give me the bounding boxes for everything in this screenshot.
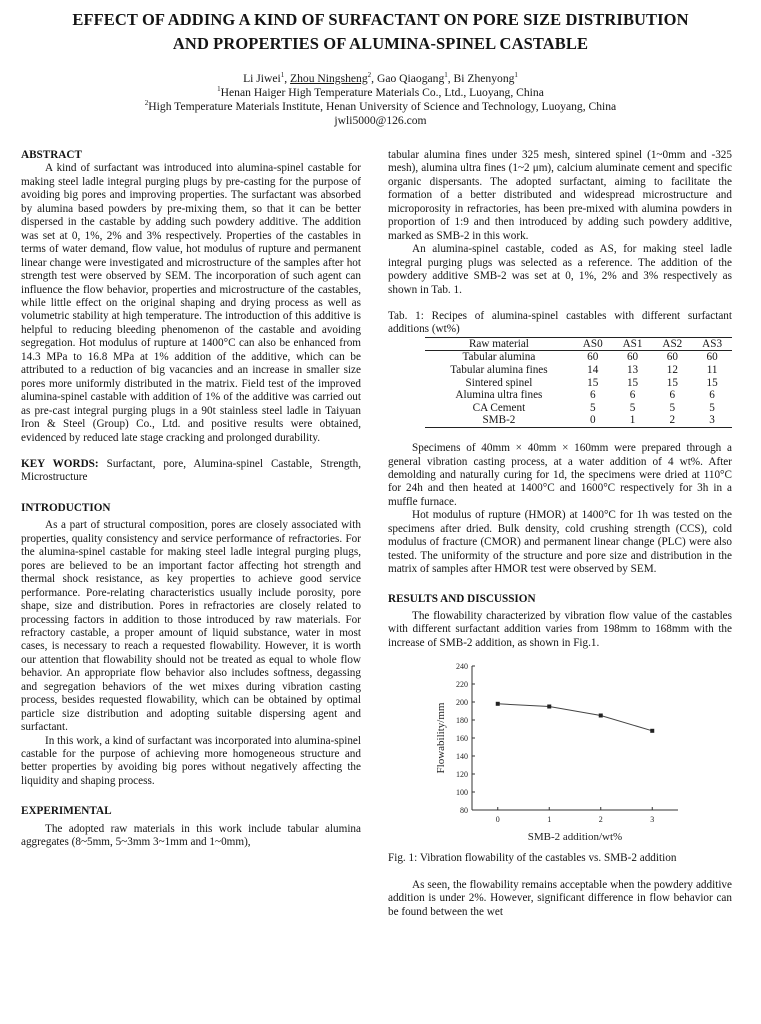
table-caption: Tab. 1: Recipes of alumina-spinel castables with different surfactant additions (wt%): [388, 309, 732, 336]
table-cell: 60: [626, 351, 639, 364]
paper-title: [0, 8, 761, 56]
table-cell: 11: [706, 364, 718, 377]
column-header: AS0: [582, 337, 603, 350]
data-point: [650, 729, 654, 733]
data-points: [496, 702, 655, 733]
y-tick-label: 220: [456, 680, 468, 690]
author-list: Li Jiwei$^1$, Zhou Ningsheng$^2$, Gao Qiaogang$^1$, Bi Zhenyong$^1$: [243, 71, 518, 85]
table-cell: Tabular alumina: [462, 351, 536, 364]
table-cell: 60: [587, 351, 599, 364]
affiliation-mark: 1: [217, 85, 221, 94]
table-cell: 6: [589, 389, 596, 402]
affiliation-text: Henan Haiger High Temperature Materials Co., Ltd., Luoyang, China: [220, 86, 544, 99]
table-row: [425, 364, 732, 377]
table-cell: 6: [669, 389, 676, 402]
figure-caption: Fig. 1: Vibration flowability of the castables vs. SMB-2 addition: [388, 852, 677, 865]
table-cell: 1: [629, 414, 636, 427]
table-header-row: [425, 337, 732, 351]
affiliation-mark: 1: [514, 71, 518, 80]
author-name: Gao Qiaogang: [376, 72, 445, 85]
table-cell: 6: [709, 389, 715, 402]
y-tick-label: 100: [456, 788, 468, 798]
table-cell: 5: [629, 401, 636, 414]
affiliation-mark: 2: [367, 71, 372, 80]
recipe-table: [425, 337, 732, 428]
y-tick-label: 180: [456, 716, 468, 726]
table-cell: 5: [669, 401, 676, 414]
table-cell: 15: [706, 376, 718, 389]
table-cell: 60: [666, 351, 678, 364]
table-cell: 14: [587, 364, 599, 377]
abstract-text: A kind of surfactant was introduced into alumina-spinel castable for making steel ladle integral purging plugs by pre-casting for the purpose of avoiding big pores and improving properties. The surfactant was absorbed by alumina based powders by pre-mixing them, so that it can be better dispersed in the castable by adding such powdery additive. The addition was set at 0, 1%, 2% and 3% respectively. Properties of the castables in terms of water demand, flow value, hot modulus of rupture and permanent linear change were investigated and microstructure of the samples after hot strength test were observed by SEM. The incorporation of such agent can influence the flow behavior, properties and microstructure of the castables, while little effect on the original shaping and drying process as well as volumetric stability at high temperature. The introduction of this additive is helpful to reducing bleeding phenomenon of the castable and avoiding segregation. Hot modulus of rupture at 1400°C can also be enhanced from 14.3 MPa to 16.8 MPa at 1% addition of the additive, which can be attributed to a reduction of big vacancies and an increase in smaller size pores more uniformly distributed in the matrix. Field test of the improved alumina-spinel castable with addition of 1% of the additive was carried out as pre-cast integral purging plugs in a 90t stainless steel ladle in Taiyuan Iron & Steel (Group) Co., Ltd. and positive results were obtained, evidenced by reduced late stage cracking and prolonged durability.: [21, 162, 361, 444]
table-row: [425, 389, 732, 402]
table-cell: 5: [709, 401, 715, 414]
data-point: [496, 702, 500, 706]
table-cell: 2: [669, 414, 676, 427]
y-axis-label: Flowability/mm: [435, 702, 447, 774]
x-tick-label: 1: [547, 815, 552, 825]
y-tick-label: 160: [456, 734, 468, 744]
table-cell: 6: [629, 389, 636, 402]
data-point: [547, 705, 551, 709]
column-header: Raw material: [468, 337, 529, 350]
table-cell: 15: [666, 376, 678, 389]
affiliation-mark: 1: [444, 71, 448, 80]
table-cell: 12: [666, 364, 678, 377]
table-cell: CA Cement: [472, 401, 526, 414]
introduction-heading: INTRODUCTION: [21, 501, 111, 514]
column-header: AS3: [702, 337, 723, 350]
keywords-text: Surfactant, pore, Alumina-spinel Castable, Strength, Microstructure: [21, 457, 361, 484]
x-tick-label: 3: [650, 815, 655, 825]
y-tick-label: 140: [456, 752, 468, 762]
introduction-paragraph: As a part of structural composition, pores are closely associated with properties, quality consistency and service performance of refractories. For the alumina-spinel castable for making steel ladle integral purging plugs, pores are believed to be an important factor affecting hot strength and thermal shock resistance, as key properties to achieve good service performance. Pore-relating characteristics usually include porosity, pore shape, size and distribution. Pores in refractories are closely related to processing factors in addition to those introduced by raw materials. For refractory castable, a proper amount of liquid substance, water in most cases, is necessary to reach a requested flowability. However, it is worth our attention that flowability should not be treated as equal to whole flow behavior. An appropriate flow behavior also includes softness, degassing and segregation behaviors of the wet mixes during vibration casting process, besides requested flowability, which can be obtained by optimal particle size distribution and adopting suitable dispersing agent and surfactant.: [21, 519, 361, 734]
experimental-paragraph: Hot modulus of rupture (HMOR) at 1400°C for 1h was tested on the specimens after dried. Bulk density, cold crushing strength (CCS), cold modulus of fracture (CMOR) and permanent linear change (PLC) were also tested. The uniformity of the structure and pore size and distribution in the matrix of samples after HMOR test were observed by SEM.: [388, 509, 732, 576]
corresponding-author-name: Zhou Ningsheng: [290, 72, 368, 85]
x-axis-label: SMB-2 addition/wt%: [527, 831, 623, 844]
results-paragraph: As seen, the flowability remains acceptable when the powdery additive addition is under 2%. However, significant difference in flow behavior can be found between the wet: [388, 878, 732, 918]
y-tick-label: 200: [456, 698, 468, 708]
table-cell: 13: [626, 364, 639, 377]
left-column: [21, 149, 361, 850]
affiliation-1: [0, 86, 761, 100]
author-block: [0, 72, 761, 128]
experimental-paragraph: The adopted raw materials in this work include tabular alumina aggregates (8~5mm, 5~3mm 3~1mm and 1~0mm),: [21, 822, 361, 849]
results-heading: RESULTS AND DISCUSSION: [388, 592, 536, 605]
table-row: [425, 377, 732, 390]
results-paragraph: The flowability characterized by vibration flow value of the castables with different surfactant addition varies from 198mm to 168mm with the increase of SMB-2 addition, as shown in Fig.1.: [388, 610, 732, 649]
y-tick-label: 240: [456, 662, 468, 672]
table-cell: SMB-2: [482, 414, 516, 427]
table-cell: 5: [589, 401, 596, 414]
table-row: [425, 414, 732, 427]
table-cell: Tabular alumina fines: [450, 364, 548, 377]
table-row: [425, 351, 732, 364]
keywords-label: KEY WORDS:: [21, 457, 99, 470]
y-tick-label: 80: [460, 806, 468, 816]
affiliation-text: High Temperature Materials Institute, Henan University of Science and Technology, Luoyang, China: [148, 100, 617, 113]
table-cell: 60: [706, 351, 718, 364]
keywords: [21, 458, 361, 485]
experimental-paragraph: Specimens of 40mm × 40mm × 160mm were prepared through a general vibration casting process, at a water addition of 4 wt%. After demolding and naturally curing for 1d, the specimens were dried at 110°C for 24h and then heated at 1400°C and 1600°C respectively for 3h in a muffle furnace.: [388, 442, 732, 508]
series-line: [498, 704, 653, 731]
title-line-1: EFFECT OF ADDING A KIND OF SURFACTANT ON PORE SIZE DISTRIBUTION: [72, 10, 689, 29]
table-row: [425, 402, 732, 415]
author-name: Bi Zhenyong: [453, 72, 515, 85]
column-header: AS2: [662, 337, 683, 350]
author-name: Li Jiwei: [243, 72, 281, 85]
table-cell: Alumina ultra fines: [455, 389, 543, 402]
affiliation-2: [0, 100, 761, 114]
flowability-chart: [388, 656, 732, 846]
y-tick-label: 120: [456, 770, 468, 780]
experimental-paragraph: An alumina-spinel castable, coded as AS, for making steel ladle integral purging plugs was selected as a reference. The addition of the powdery additive SMB-2 was set at 0, 1%, 2% and 3% respectively as shown in Tab. 1.: [388, 243, 732, 296]
author-email: jwli5000@126.com: [334, 114, 427, 127]
x-tick-label: 0: [495, 815, 500, 825]
affiliation-mark: 1: [280, 71, 285, 80]
table-cell: 15: [626, 376, 639, 389]
experimental-heading: EXPERIMENTAL: [21, 805, 112, 818]
affiliation-mark: 2: [144, 99, 149, 108]
introduction-paragraph: In this work, a kind of surfactant was incorporated into alumina-spinel castable for the purpose of achieving more homogeneous structure and better properties by avoiding big pores without negatively affecting the liquidity and shaping process.: [21, 734, 361, 787]
experimental-paragraph-continued: tabular alumina fines under 325 mesh, sintered spinel (1~0mm and -325 mesh), alumina ultra fines (1~2 μm), calcium aluminate cement and specific organic dispersants. The adopted surfactant, aiming to facilitate the formation of a better distributed and widespread microstructure and microporosity in refractories, has been pre-mixed with alumina powders in proportion of 1:9 and then introduced by adding such powdery additive, marked as SMB-2 in this work.: [388, 149, 732, 242]
title-line-2: AND PROPERTIES OF ALUMINA-SPINEL CASTABLE: [172, 34, 589, 53]
column-header: AS1: [622, 337, 643, 350]
abstract-heading: ABSTRACT: [21, 149, 82, 161]
data-point: [599, 714, 603, 718]
table-cell: 0: [589, 414, 596, 427]
table-cell: 3: [709, 414, 715, 427]
x-tick-label: 2: [598, 815, 603, 825]
table-cell: Sintered spinel: [465, 376, 533, 389]
right-column: [388, 149, 732, 919]
table-cell: 15: [587, 376, 599, 389]
